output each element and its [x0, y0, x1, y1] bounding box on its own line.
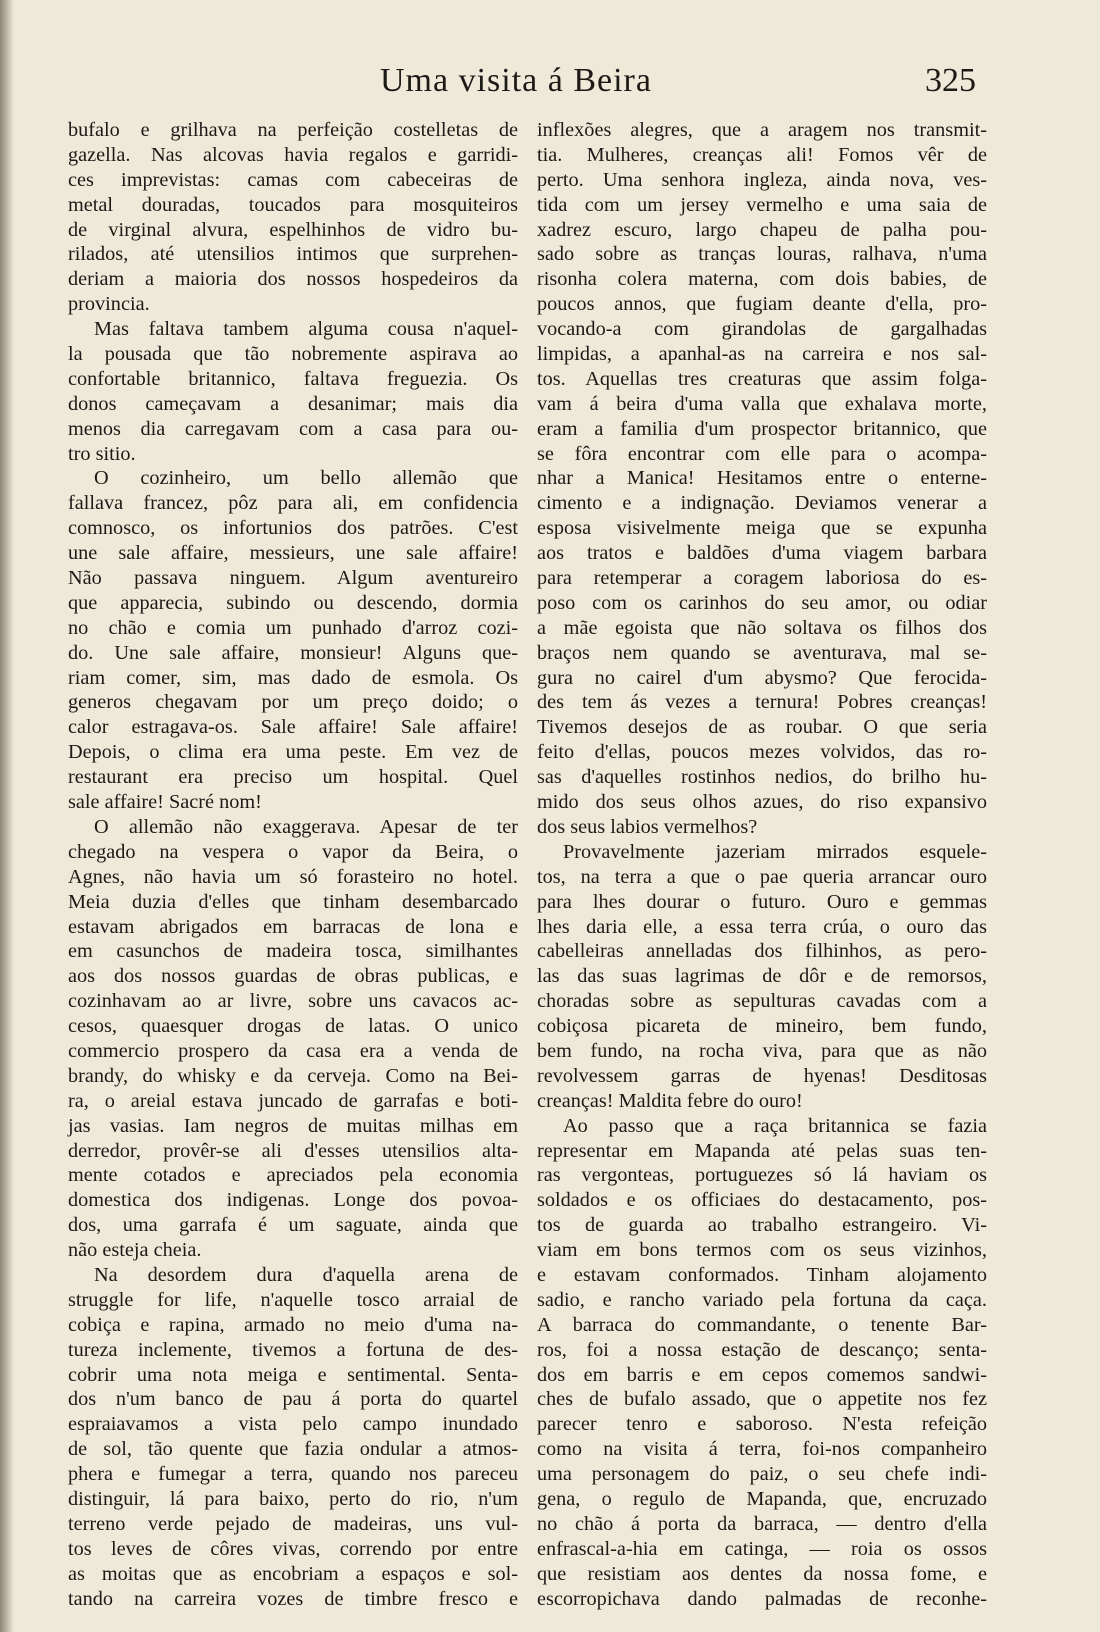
text-line: Não passava ninguem. Algum aventureiro — [68, 567, 518, 590]
text-line: vam á beira d'uma valla que exhalava morte, — [537, 392, 987, 415]
text-line: Meia duzia d'elles que tinham desembarcado — [68, 890, 518, 913]
text-line: de virginal alvura, espelhinhos de vidro bu- — [68, 218, 518, 241]
text-line: como na visita á terra, foi-nos companheiro — [537, 1438, 987, 1461]
text-line: dos em barris e em cepos comemos sandwi- — [537, 1363, 987, 1386]
text-line: braços nem quando se aventurava, mal se- — [537, 641, 987, 664]
text-line: rilados, até utensilios intimos que surprehen- — [68, 243, 518, 266]
text-line: chegado na vespera o vapor da Beira, o — [68, 840, 518, 863]
text-line: feito d'ellas, poucos mezes volvidos, das ro- — [537, 741, 987, 764]
text-line: dos, uma garrafa é um saguate, ainda que — [68, 1214, 518, 1237]
text-line: tia. Mulheres, creanças ali! Fomos vêr de — [537, 143, 987, 166]
text-line: tos, na terra a que o pae queria arrancar ouro — [537, 865, 987, 888]
text-line: a mãe egoista que não soltava os filhos dos — [537, 616, 987, 639]
text-line: A barraca do commandante, o tenente Bar- — [537, 1313, 987, 1336]
text-line: bem fundo, na rocha viva, para que as não — [537, 1039, 987, 1062]
running-title: Uma visita á Beira — [380, 62, 652, 99]
text-line: de sol, tão quente que fazia ondular a atmos- — [68, 1438, 518, 1461]
text-line: nhar a Manica! Hesitamos entre o enterne- — [537, 467, 987, 490]
text-line: struggle for life, n'aquelle tosco arraial de — [68, 1288, 518, 1311]
page-binding-edge — [0, 0, 14, 1632]
text-line: comnosco, os infortunios dos patrões. C'est — [68, 517, 518, 540]
text-line: aos dos nossos guardas de obras publicas, e — [68, 965, 518, 988]
text-line: gura no cairel d'um abysmo? Que ferocida- — [537, 666, 987, 689]
text-line: tureza inclemente, tivemos a fortuna de des- — [68, 1338, 518, 1361]
text-line: fallava francez, pôz para ali, em confidencia — [68, 492, 518, 515]
text-line: dos n'um banco de pau á porta do quartel — [68, 1388, 518, 1411]
text-line: esposa visivelmente meiga que se expunha — [537, 517, 987, 540]
text-line: commercio prospero da casa era a venda de — [68, 1039, 518, 1062]
text-line: riam comer, sim, mas dado de esmola. Os — [68, 666, 518, 689]
text-line: tro sitio. — [68, 442, 136, 465]
text-line: enfrascal-a-hia em catinga, — roia os ossos — [537, 1537, 987, 1560]
text-line: poso com os carinhos do seu amor, ou odiar — [537, 591, 987, 614]
text-line: poucos annos, que fugiam deante d'ella, pro- — [537, 293, 987, 316]
text-line: jas vasias. Iam negros de muitas milhas em — [68, 1114, 518, 1137]
text-line: bufalo e grilhava na perfeição costelletas de — [68, 119, 518, 141]
text-line: ces imprevistas: camas com cabeceiras de — [68, 168, 518, 191]
text-line: ros, foi a nossa estação de descanço; senta- — [537, 1338, 987, 1361]
text-line: do. Une sale affaire, monsieur! Alguns que- — [68, 641, 518, 664]
text-line: que resistiam aos dentes da nossa fome, e — [537, 1562, 987, 1585]
text-line: soldados e os officiaes do destacamento, pos- — [537, 1189, 987, 1212]
text-line: revolvessem garras de hyenas! Desditosas — [537, 1064, 987, 1087]
text-line: para lhes dourar o futuro. Ouro e gemmas — [537, 890, 987, 913]
text-line: uma personagem do paiz, o seu chefe indi- — [537, 1463, 987, 1486]
text-line: dos seus labios vermelhos? — [537, 815, 758, 838]
text-line: as moitas que as encobriam a espaços e sol- — [68, 1562, 518, 1585]
text-line: ches de bufalo assado, que o appetite nos fez — [537, 1388, 987, 1411]
text-line: xadrez escuro, largo chapeu de palha pou- — [537, 218, 987, 241]
text-line: Tivemos desejos de as roubar. O que seria — [537, 716, 987, 739]
text-line: terreno verde pejado de madeiras, uns vul- — [68, 1512, 518, 1535]
text-line: Provavelmente jazeriam mirrados esquele- — [563, 840, 987, 863]
text-line: mido dos seus olhos azues, do riso expansivo — [537, 791, 987, 814]
text-line: Mas faltava tambem alguma cousa n'aquel- — [94, 318, 518, 341]
text-line: tos de guarda ao trabalho estrangeiro. Vi- — [537, 1214, 987, 1237]
text-line: que apparecia, subindo ou descendo, dormia — [68, 591, 518, 614]
text-line: ra, o areial estava juncado de garrafas e boti- — [68, 1089, 518, 1112]
text-line: aos tratos e baldões d'uma viagem barbara — [537, 542, 987, 565]
text-line: O allemão não exaggerava. Apesar de ter — [94, 815, 518, 838]
text-line: mente cotados e apreciados pela economia — [68, 1164, 518, 1187]
left-text-column — [68, 118, 518, 1611]
right-text-column — [537, 118, 987, 1611]
text-line: espraiavamos a vista pelo campo inundado — [68, 1413, 518, 1436]
text-line: O cozinheiro, um bello allemão que — [94, 467, 518, 490]
text-line: tando na carreira vozes de timbre fresco e — [68, 1587, 518, 1610]
text-line: donos cameçavam a desanimar; mais dia — [68, 392, 518, 415]
text-line: ras vergonteas, portuguezes só lá haviam os — [537, 1164, 987, 1187]
text-line: tida com um jersey vermelho e uma saia de — [537, 193, 987, 216]
text-line: derredor, provêr-se ali d'esses utensilios alta- — [68, 1139, 518, 1162]
text-line: confortable britannico, faltava freguezia. Os — [68, 367, 518, 390]
text-line: une sale affaire, messieurs, une sale affaire! — [68, 542, 518, 565]
text-line: não esteja cheia. — [68, 1239, 202, 1262]
text-line: em casunchos de madeira tosca, similhantes — [68, 940, 518, 963]
text-line: cabelleiras annelladas dos filhinhos, as pero- — [537, 940, 987, 963]
text-line: la pousada que tão nobremente aspirava ao — [68, 343, 518, 366]
text-line: cobiçosa picareta de mineiro, bem fundo, — [537, 1015, 987, 1038]
page-number: 325 — [925, 62, 976, 99]
text-line: cobrir uma nota meiga e sentimental. Senta- — [68, 1363, 518, 1386]
text-line: gena, o regulo de Mapanda, que, encruzado — [537, 1487, 987, 1510]
text-line: cobiça e rapina, armado no meio d'uma na- — [68, 1313, 518, 1336]
text-line: para retemperar a coragem laboriosa do es- — [537, 567, 987, 590]
text-line: Agnes, não havia um só forasteiro no hotel. — [68, 865, 518, 888]
text-line: des tem ás vezes a ternura! Pobres creanças! — [537, 691, 987, 714]
text-line: distinguir, lá para baixo, perto do rio, n'um — [68, 1487, 518, 1510]
text-line: provincia. — [68, 293, 150, 316]
text-line: sale affaire! Sacré nom! — [68, 791, 262, 814]
text-line: restaurant era preciso um hospital. Quel — [68, 766, 518, 789]
text-line: eram a familia d'um prospector britannico, que — [537, 417, 987, 440]
text-line: perto. Uma senhora ingleza, ainda nova, ves- — [537, 168, 987, 191]
text-line: lhes daria elle, a essa terra crúa, o ouro das — [537, 915, 987, 938]
page-header — [380, 62, 976, 106]
text-line: viam em bons termos com os seus vizinhos, — [537, 1239, 987, 1262]
text-line: inflexões alegres, que a aragem nos transmit- — [537, 119, 987, 141]
text-line: tos. Aquellas tres creaturas que assim folga- — [537, 367, 987, 390]
text-line: limpidas, a apanhal-as na carreira e nos sal- — [537, 343, 987, 366]
text-line: cozinhavam ao ar livre, sobre uns cavacos ac- — [68, 990, 518, 1013]
text-line: Ao passo que a raça britannica se fazia — [563, 1114, 987, 1137]
text-line: domestica dos indigenas. Longe dos povoa- — [68, 1189, 518, 1212]
text-line: las das suas lagrimas de dôr e de remorsos, — [537, 965, 987, 988]
text-line: Depois, o clima era uma peste. Em vez de — [68, 741, 518, 764]
text-line: vocando-a com girandolas de gargalhadas — [537, 318, 987, 341]
text-line: no chão e comia um punhado d'arroz cozi- — [68, 616, 518, 639]
text-line: risonha colera materna, com dois babies, de — [537, 268, 987, 291]
text-line: generos chegavam por um preço doido; o — [68, 691, 518, 714]
text-line: choradas sobre as sepulturas cavadas com a — [537, 990, 987, 1013]
text-line: e estavam conformados. Tinham alojamento — [537, 1263, 987, 1286]
text-line: se fôra encontrar com elle para o acompa- — [537, 442, 987, 465]
text-line: sadio, e rancho variado pela fortuna da caça. — [537, 1288, 987, 1311]
text-line: cesos, quaesquer drogas de latas. O unico — [68, 1015, 518, 1038]
text-line: calor estragava-os. Sale affaire! Sale affaire! — [68, 716, 518, 739]
text-line: representar em Mapanda até pelas suas ten- — [537, 1139, 987, 1162]
text-line: brandy, do whisky e da cerveja. Como na Bei- — [68, 1064, 518, 1087]
text-line: sado sobre as tranças louras, ralhava, n'uma — [537, 243, 987, 266]
text-line: metal douradas, toucados para mosquiteiros — [68, 193, 518, 216]
text-line: escorropichava dando palmadas de reconhe- — [537, 1587, 987, 1610]
text-line: phera e fumegar a terra, quando nos pareceu — [68, 1463, 518, 1486]
text-line: Na desordem dura d'aquella arena de — [94, 1263, 518, 1286]
text-line: creanças! Maldita febre do ouro! — [537, 1089, 803, 1112]
text-line: cimento e a indignação. Deviamos venerar a — [537, 492, 987, 515]
text-line: sas d'aquelles rostinhos nedios, do brilho hu- — [537, 766, 987, 789]
text-line: estavam abrigados em barracas de lona e — [68, 915, 518, 938]
text-line: parecer tenro e saboroso. N'esta refeição — [537, 1413, 987, 1436]
text-line: menos dia carregavam com a casa para ou- — [68, 417, 518, 440]
text-line: deriam a maioria dos nossos hospedeiros da — [68, 268, 518, 291]
text-line: tos leves de côres vivas, correndo por entre — [68, 1537, 518, 1560]
text-line: no chão á porta da barraca, — dentro d'ella — [537, 1512, 987, 1535]
text-line: gazella. Nas alcovas havia regalos e garridi- — [68, 143, 518, 166]
